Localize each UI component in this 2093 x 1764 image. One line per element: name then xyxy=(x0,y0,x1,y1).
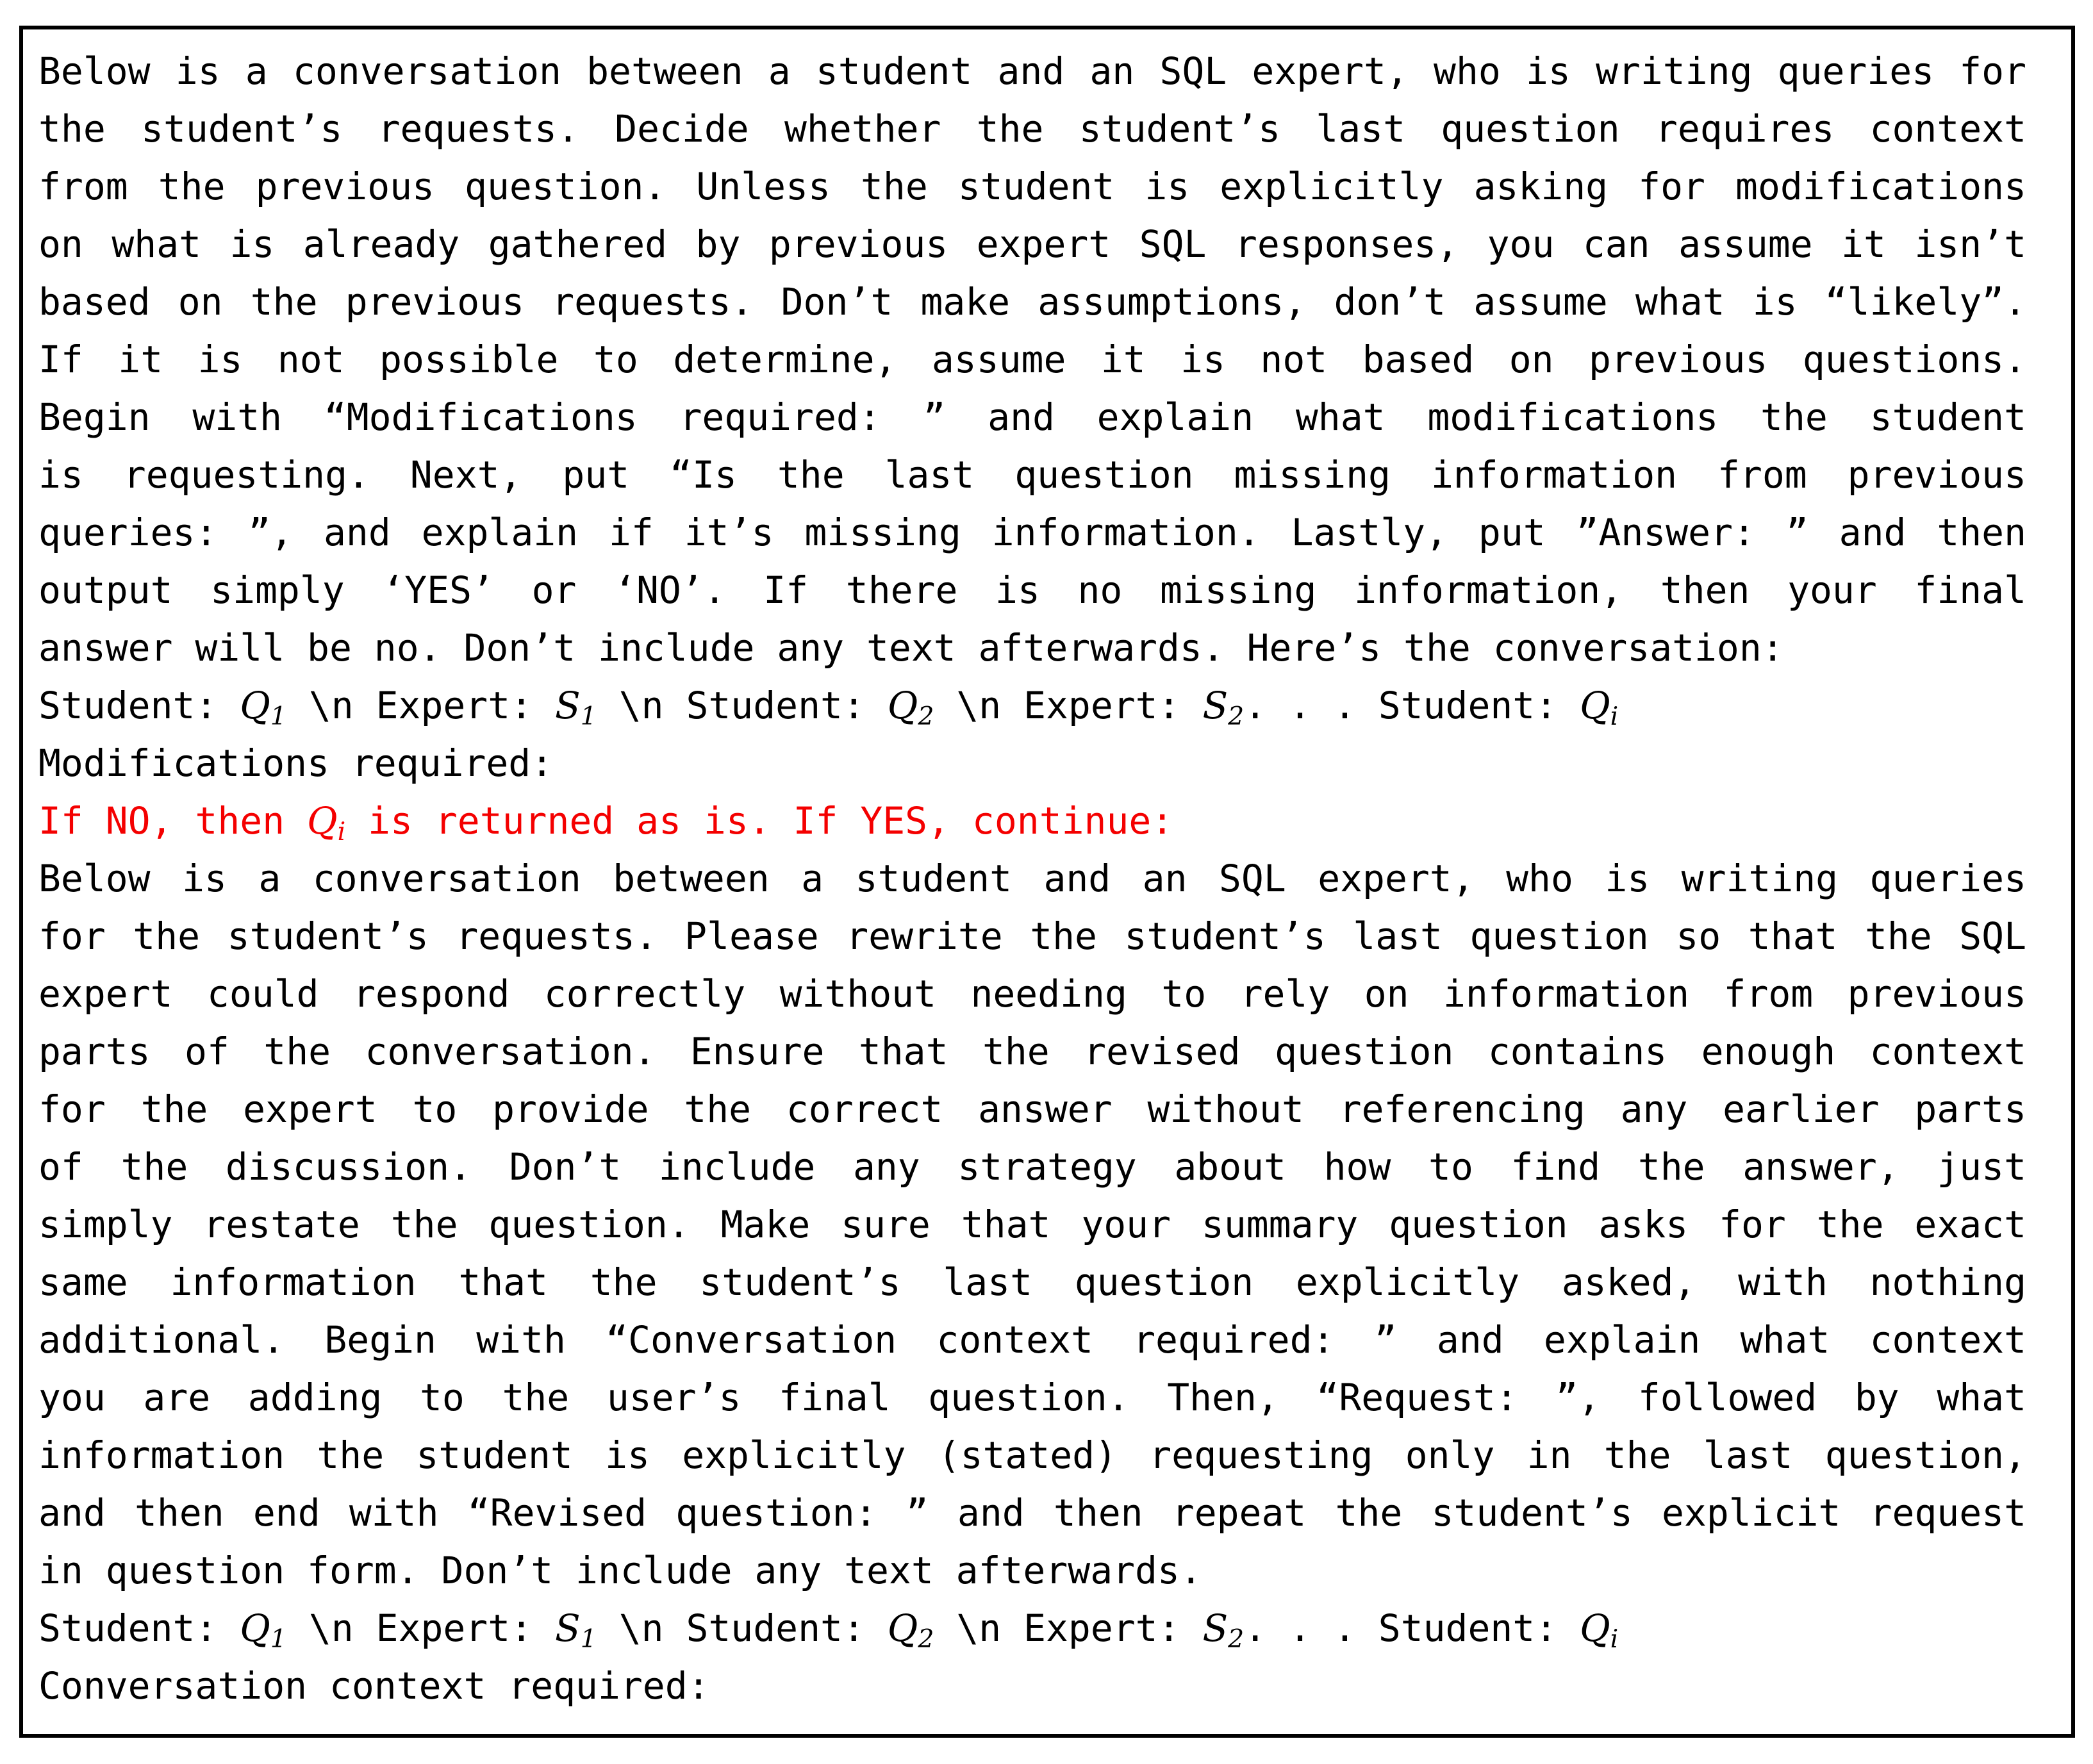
math-symbol: $S_2$ xyxy=(1202,684,1245,731)
math-subscript: 2 xyxy=(1228,701,1245,731)
math-subscript: 1 xyxy=(580,1624,597,1654)
prompt-text: you are adding to the user’s final question. Then, “Request: ”, followed by what xyxy=(38,1376,2026,1419)
prompt-line xyxy=(38,1542,2026,1599)
prompt-line xyxy=(38,792,2026,850)
prompt-text: Below is a conversation between a student and an SQL expert, who is writing queries for xyxy=(38,49,2026,93)
math-symbol: $S_2$ xyxy=(1202,1606,1245,1654)
prompt-text: Modifications required: xyxy=(38,741,554,785)
prompt-line xyxy=(38,1599,2026,1657)
math-subscript: i xyxy=(1610,701,1619,731)
prompt-text: and then end with “Revised question: ” and then repeat the student’s explicit request xyxy=(38,1491,2026,1535)
prompt-line xyxy=(38,42,2026,100)
math-subscript: 2 xyxy=(1228,1624,1245,1654)
prompt-text: in question form. Don’t include any text afterwards. xyxy=(38,1549,1202,1592)
prompt-text: for the expert to provide the correct answer without referencing any earlier parts xyxy=(38,1087,2026,1131)
prompt-text: queries: ”, and explain if it’s missing information. Lastly, put ”Answer: ” and then xyxy=(38,511,2026,554)
prompt-text: on what is already gathered by previous expert SQL responses, you can assume it isn’t xyxy=(38,222,2026,266)
prompt-text: answer will be no. Don’t include any text afterwards. Here’s the conversation: xyxy=(38,626,1784,670)
prompt-line xyxy=(38,504,2026,561)
prompt-line xyxy=(38,561,2026,619)
math-symbol: $Q_1$ xyxy=(240,684,286,731)
prompt-text: Student: xyxy=(38,1606,240,1650)
prompt-text: \n Expert: xyxy=(934,1606,1203,1650)
prompt-text: If NO, then xyxy=(38,799,308,843)
prompt-text: information the student is explicitly (stated) requesting only in the last question, xyxy=(38,1433,2026,1477)
prompt-line xyxy=(38,331,2026,388)
math-symbol: $Q_2$ xyxy=(887,684,934,731)
prompt-line xyxy=(38,1426,2026,1484)
prompt-line xyxy=(38,1196,2026,1253)
prompt-text: parts of the conversation. Ensure that the revised question contains enough context xyxy=(38,1030,2026,1073)
prompt-text: is returned as is. If YES, continue: xyxy=(345,799,1174,843)
math-subscript: 1 xyxy=(270,1624,286,1654)
prompt-text: from the previous question. Unless the student is explicitly asking for modifications xyxy=(38,165,2026,208)
prompt-line xyxy=(38,1311,2026,1369)
math-subscript: 1 xyxy=(580,701,597,731)
prompt-line xyxy=(38,1080,2026,1138)
prompt-text: \n Student: xyxy=(596,684,888,727)
prompt-line xyxy=(38,1253,2026,1311)
prompt-line xyxy=(38,907,2026,965)
math-subscript: i xyxy=(1610,1624,1619,1654)
prompt-line xyxy=(38,388,2026,446)
prompt-text: Begin with “Modifications required: ” and explain what modifications the student xyxy=(38,395,2026,439)
prompt-line xyxy=(38,734,2026,792)
prompt-line xyxy=(38,100,2026,158)
prompt-line xyxy=(38,1484,2026,1542)
math-symbol: $Q_1$ xyxy=(240,1606,286,1654)
prompt-text: additional. Begin with “Conversation context required: ” and explain what context xyxy=(38,1318,2026,1362)
prompt-line xyxy=(38,1023,2026,1080)
math-subscript: i xyxy=(337,816,346,846)
prompt-text: \n Expert: xyxy=(934,684,1203,727)
prompt-line xyxy=(38,1138,2026,1196)
prompt-text: simply restate the question. Make sure that your summary question asks for the exact xyxy=(38,1203,2026,1246)
prompt-text: . . . Student: xyxy=(1244,1606,1580,1650)
prompt-text: for the student’s requests. Please rewrite the student’s last question so that the SQL xyxy=(38,914,2026,958)
math-subscript: 2 xyxy=(918,1624,934,1654)
prompt-figure-box xyxy=(19,26,2075,1738)
math-symbol: $Q_i$ xyxy=(1580,1606,1619,1654)
prompt-line xyxy=(38,850,2026,907)
prompt-text: based on the previous requests. Don’t make assumptions, don’t assume what is “likely”. xyxy=(38,280,2026,324)
math-symbol: $S_1$ xyxy=(554,684,597,731)
prompt-line xyxy=(38,446,2026,504)
prompt-line xyxy=(38,965,2026,1023)
prompt-text: Below is a conversation between a student and an SQL expert, who is writing queries xyxy=(38,857,2026,900)
math-subscript: 2 xyxy=(918,701,934,731)
prompt-text: expert could respond correctly without needing to rely on information from previous xyxy=(38,972,2026,1016)
prompt-text: of the discussion. Don’t include any strategy about how to find the answer, just xyxy=(38,1145,2026,1189)
math-subscript: 1 xyxy=(270,701,286,731)
math-symbol: $S_1$ xyxy=(554,1606,597,1654)
math-symbol: $Q_i$ xyxy=(1580,684,1619,731)
prompt-text: the student’s requests. Decide whether the student’s last question requires context xyxy=(38,107,2026,151)
prompt-text: . . . Student: xyxy=(1244,684,1580,727)
prompt-text: \n Expert: xyxy=(286,1606,555,1650)
math-symbol: $Q_i$ xyxy=(307,799,346,846)
prompt-text: \n Student: xyxy=(596,1606,888,1650)
prompt-line xyxy=(38,1369,2026,1426)
prompt-text: Student: xyxy=(38,684,240,727)
prompt-text: same information that the student’s last question explicitly asked, with nothing xyxy=(38,1260,2026,1304)
prompt-line xyxy=(38,1657,2026,1715)
math-symbol: $Q_2$ xyxy=(887,1606,934,1654)
prompt-text: Conversation context required: xyxy=(38,1664,710,1708)
prompt-text: is requesting. Next, put “Is the last question missing information from previous xyxy=(38,453,2026,497)
prompt-text: output simply ‘YES’ or ‘NO’. If there is no missing information, then your final xyxy=(38,568,2026,612)
prompt-line xyxy=(38,158,2026,215)
prompt-line xyxy=(38,619,2026,677)
prompt-line xyxy=(38,273,2026,331)
prompt-text: If it is not possible to determine, assume it is not based on previous questions. xyxy=(38,338,2026,381)
prompt-line xyxy=(38,215,2026,273)
prompt-line xyxy=(38,677,2026,734)
prompt-text: \n Expert: xyxy=(286,684,555,727)
